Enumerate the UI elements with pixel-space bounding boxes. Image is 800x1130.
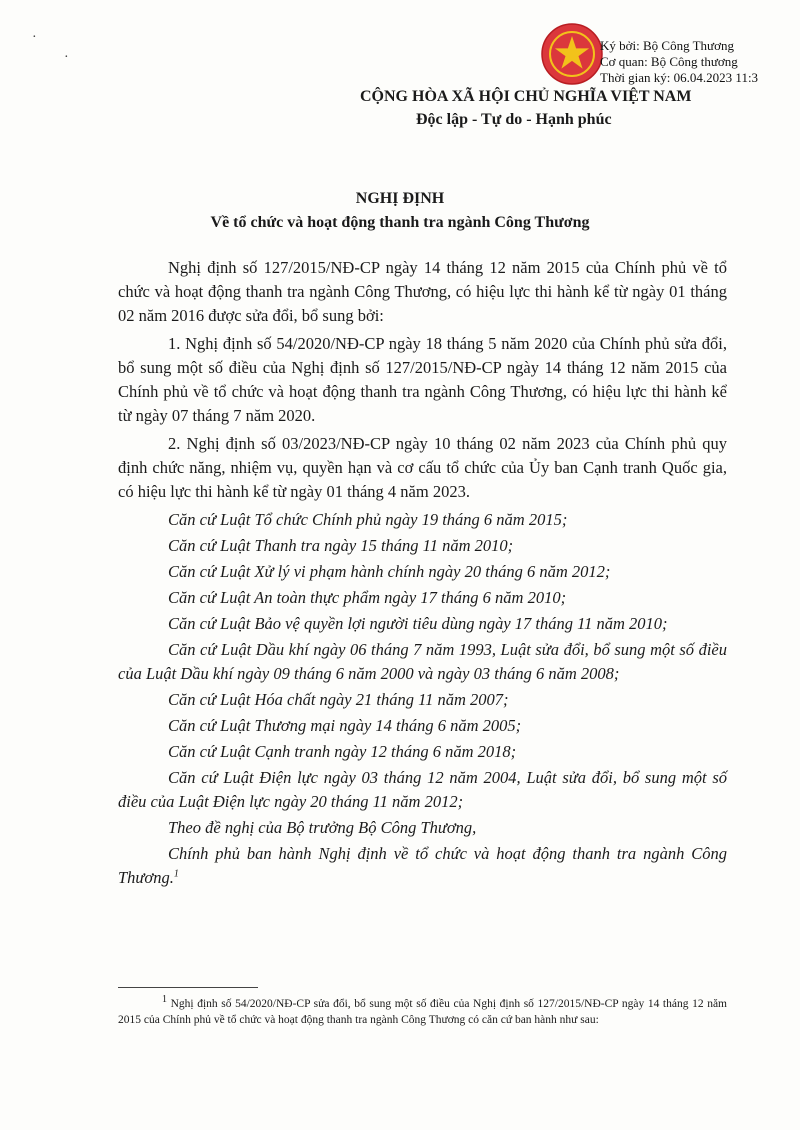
footnote-divider [118, 987, 258, 988]
footnote [118, 996, 727, 1028]
document-title: NGHỊ ĐỊNH [355, 190, 445, 207]
enactment-paragraph [118, 842, 727, 890]
signature-time: Thời gian ký: 06.04.2023 11:3 [600, 70, 759, 85]
legal-basis-paragraph: Căn cứ Luật Bảo vệ quyền lợi người tiêu dùng ngày 17 tháng 11 năm 2010; [168, 614, 668, 633]
legal-basis-paragraph: Căn cứ Luật Thương mại ngày 14 tháng 6 năm 2005; [168, 716, 522, 735]
proposal-paragraph: Theo đề nghị của Bộ trưởng Bộ Công Thương, [168, 818, 477, 837]
digital-signature-block [600, 38, 800, 86]
amendment-paragraph: 1. Nghị định số 54/2020/NĐ-CP ngày 18 tháng 5 năm 2020 của Chính phủ sửa đổi, bổ sung một số điều của Nghị định số 127/2015/NĐ-CP ngày 14 tháng 12 năm 2015 của Chính phủ về tổ chức và hoạt động thanh tra ngành Công Thương, có hiệu lực thi hành kể từ ngày 07 tháng 7 năm 2020. [118, 334, 727, 425]
enactment-text: Chính phủ ban hành Nghị định về tổ chức và hoạt động thanh tra ngành Công Thương. [118, 844, 727, 887]
national-motto: Độc lập - Tự do - Hạnh phúc [416, 111, 612, 128]
scan-speck: · [32, 30, 37, 45]
document-body [118, 256, 727, 892]
footnote-reference[interactable]: 1 [173, 868, 179, 880]
amendment-paragraph: 2. Nghị định số 03/2023/NĐ-CP ngày 10 tháng 02 năm 2023 của Chính phủ quy định chức năng, nhiệm vụ, quyền hạn và cơ cấu tổ chức của Ủy ban Cạnh tranh Quốc gia, có hiệu lực thi hành kể từ ngày 01 tháng 4 năm 2023. [118, 434, 727, 501]
footnote-marker: 1 [162, 994, 167, 1006]
national-name: CỘNG HÒA XÃ HỘI CHỦ NGHĨA VIỆT NAM [360, 88, 692, 105]
national-emblem-seal-icon [540, 22, 604, 86]
legal-basis-paragraph: Căn cứ Luật Điện lực ngày 03 tháng 12 năm 2004, Luật sửa đổi, bổ sung một số điều của Luật Điện lực ngày 20 tháng 11 năm 2012; [118, 768, 727, 811]
legal-basis-paragraph: Căn cứ Luật An toàn thực phẩm ngày 17 tháng 6 năm 2010; [168, 588, 567, 607]
document-subtitle: Về tổ chức và hoạt động thanh tra ngành Công Thương [210, 214, 590, 231]
legal-basis-paragraph: Căn cứ Luật Cạnh tranh ngày 12 tháng 6 năm 2018; [168, 742, 517, 761]
legal-basis-paragraph: Căn cứ Luật Xử lý vi phạm hành chính ngày 20 tháng 6 năm 2012; [168, 562, 611, 581]
signature-signer: Ký bởi: Bộ Công Thương [600, 38, 734, 53]
legal-basis-paragraph: Căn cứ Luật Tổ chức Chính phủ ngày 19 tháng 6 năm 2015; [168, 510, 568, 529]
legal-basis-paragraph: Căn cứ Luật Thanh tra ngày 15 tháng 11 năm 2010; [168, 536, 514, 555]
scan-speck: · [64, 50, 69, 65]
intro-paragraph: Nghị định số 127/2015/NĐ-CP ngày 14 tháng 12 năm 2015 của Chính phủ về tổ chức và hoạt động thanh tra ngành Công Thương, có hiệu lực thi hành kể từ ngày 01 tháng 02 năm 2016 được sửa đổi, bổ sung bởi: [118, 258, 727, 325]
legal-basis-paragraph: Căn cứ Luật Hóa chất ngày 21 tháng 11 năm 2007; [168, 690, 509, 709]
signature-agency: Cơ quan: Bộ Công thương [600, 54, 738, 69]
legal-basis-paragraph: Căn cứ Luật Dầu khí ngày 06 tháng 7 năm 1993, Luật sửa đổi, bổ sung một số điều của Luật Dầu khí ngày 09 tháng 6 năm 2000 và ngày 03 tháng 6 năm 2008; [118, 640, 727, 683]
footnote-text: Nghị định số 54/2020/NĐ-CP sửa đổi, bổ sung một số điều của Nghị định số 127/2015/NĐ-CP ngày 14 tháng 12 năm 2015 của Chính phủ về tổ chức và hoạt động thanh tra ngành Công Thương có căn cứ ban hành như sau: [118, 998, 727, 1026]
